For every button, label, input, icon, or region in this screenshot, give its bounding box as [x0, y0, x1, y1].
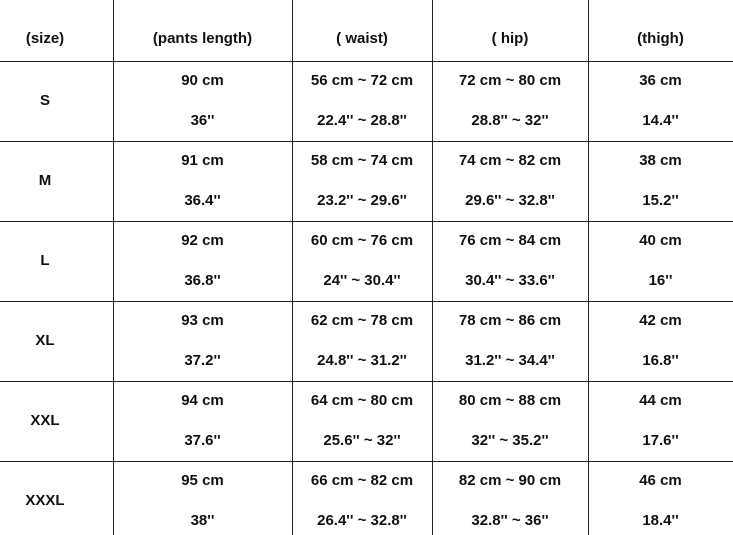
pants-length-cm: 94 cm: [181, 392, 224, 409]
waist-cm: 60 cm ~ 76 cm: [310, 232, 414, 249]
hip-cm: 74 cm ~ 82 cm: [458, 152, 562, 169]
pants-length-in: 36.4'': [184, 192, 221, 209]
waist-in: 26.4'' ~ 32.8'': [317, 512, 407, 529]
thigh-in: 16.8'': [642, 352, 679, 369]
waist-in: 24'' ~ 30.4'': [323, 272, 401, 289]
size-label: M: [38, 172, 52, 189]
row-divider: [0, 221, 733, 222]
pants-length-cm: 95 cm: [181, 472, 224, 489]
thigh-in: 18.4'': [642, 512, 679, 529]
pants-length-cm: 91 cm: [181, 152, 224, 169]
pants-length-cm: 90 cm: [181, 72, 224, 89]
row-divider: [0, 141, 733, 142]
header-size: (size): [25, 30, 65, 47]
size-label: XXL: [30, 412, 60, 429]
size-label: XL: [35, 332, 55, 349]
hip-cm: 78 cm ~ 86 cm: [458, 312, 562, 329]
hip-cm: 80 cm ~ 88 cm: [458, 392, 562, 409]
hip-in: 29.6'' ~ 32.8'': [465, 192, 555, 209]
hip-cm: 72 cm ~ 80 cm: [458, 72, 562, 89]
header-hip: ( hip): [491, 30, 529, 47]
thigh-in: 14.4'': [642, 112, 679, 129]
pants-length-cm: 92 cm: [181, 232, 224, 249]
pants-length-in: 36.8'': [184, 272, 221, 289]
thigh-cm: 44 cm: [639, 392, 682, 409]
waist-cm: 64 cm ~ 80 cm: [310, 392, 414, 409]
row-divider: [0, 461, 733, 462]
waist-cm: 56 cm ~ 72 cm: [310, 72, 414, 89]
hip-in: 32'' ~ 35.2'': [471, 432, 549, 449]
row-divider: [0, 381, 733, 382]
thigh-cm: 40 cm: [639, 232, 682, 249]
header-waist: ( waist): [336, 30, 388, 47]
pants-length-in: 37.2'': [184, 352, 221, 369]
size-label: XXXL: [25, 492, 65, 509]
waist-in: 24.8'' ~ 31.2'': [317, 352, 407, 369]
thigh-cm: 38 cm: [639, 152, 682, 169]
row-divider: [0, 61, 733, 62]
thigh-cm: 46 cm: [639, 472, 682, 489]
size-label: S: [39, 92, 50, 109]
pants-length-cm: 93 cm: [181, 312, 224, 329]
thigh-in: 17.6'': [642, 432, 679, 449]
waist-cm: 62 cm ~ 78 cm: [310, 312, 414, 329]
waist-cm: 58 cm ~ 74 cm: [310, 152, 414, 169]
header-thigh: (thigh): [637, 30, 684, 47]
thigh-in: 16'': [648, 272, 673, 289]
pants-length-in: 37.6'': [184, 432, 221, 449]
waist-in: 23.2'' ~ 29.6'': [317, 192, 407, 209]
size-label: L: [40, 252, 50, 269]
waist-in: 25.6'' ~ 32'': [323, 432, 401, 449]
header-pants-length: (pants length): [152, 30, 253, 47]
hip-cm: 82 cm ~ 90 cm: [458, 472, 562, 489]
hip-in: 30.4'' ~ 33.6'': [465, 272, 555, 289]
thigh-cm: 42 cm: [639, 312, 682, 329]
pants-length-in: 36'': [190, 112, 215, 129]
waist-in: 22.4'' ~ 28.8'': [317, 112, 407, 129]
thigh-cm: 36 cm: [639, 72, 682, 89]
thigh-in: 15.2'': [642, 192, 679, 209]
pants-length-in: 38'': [190, 512, 215, 529]
hip-in: 28.8'' ~ 32'': [471, 112, 549, 129]
hip-in: 31.2'' ~ 34.4'': [465, 352, 555, 369]
hip-in: 32.8'' ~ 36'': [471, 512, 549, 529]
waist-cm: 66 cm ~ 82 cm: [310, 472, 414, 489]
hip-cm: 76 cm ~ 84 cm: [458, 232, 562, 249]
row-divider: [0, 301, 733, 302]
